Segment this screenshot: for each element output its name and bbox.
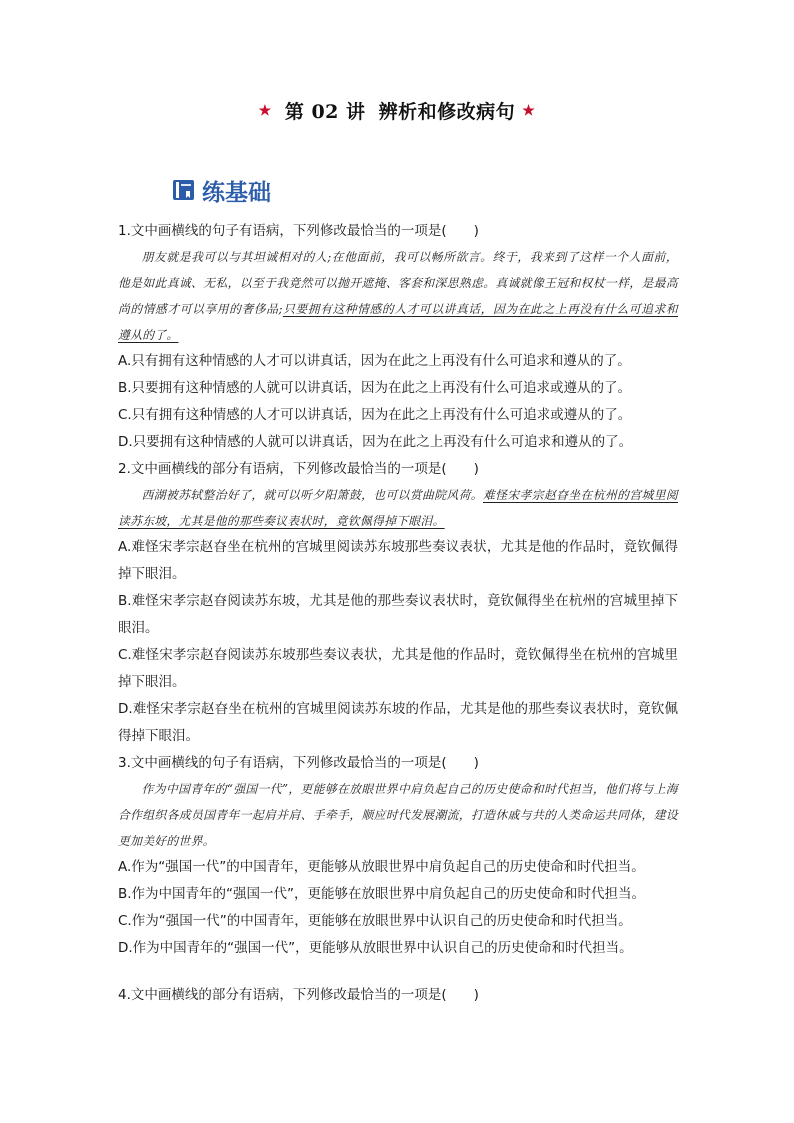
question-stem: 4.文中画横线的部分有语病，下列修改最恰当的一项是( ) — [118, 987, 479, 1003]
underlined-sentence: 只要拥有这种情感的人才可以讲真话，因为在此之上再没有什么可追求和遵从的了。 — [118, 302, 678, 342]
question-passage — [118, 776, 678, 854]
underlined-sentence: 难怪宋孝宗赵昚坐在杭州的宫城里阅读苏东坡，尤其是他的那些奏议表状时，竟钦佩得掉下眼泪。 — [118, 488, 678, 528]
passage-text: 朋友就是我可以与其坦诚相对的人;在他面前，我可以畅所欲言。终于，我来到了这样一个人面前，他是如此真诚、无私，以至于我竟然可以抛开遮掩、客套和深思熟虑。真诚就像王冠和权杖一样，是最高尚的情感才可以享用的奢侈品; — [118, 250, 678, 316]
question-passage — [118, 244, 678, 348]
option-a: A.作为“强国一代”的中国青年，更能够从放眼世界中肩负起自己的历史使命和时代担当。 — [118, 859, 645, 875]
option-c: C.作为“强国一代”的中国青年，更能够在放眼世界中认识自己的历史使命和时代担当。 — [118, 913, 632, 929]
passage-text: 西湖被苏轼整治好了，就可以听夕阳箫鼓，也可以赏曲院风荷。 — [141, 488, 483, 502]
question-stem: 2.文中画横线的部分有语病，下列修改最恰当的一项是( ) — [118, 461, 479, 477]
lesson-topic: 辨析和修改病句 — [378, 101, 516, 123]
section-label: 练基础 — [202, 179, 271, 206]
star-icon: ★ — [522, 103, 536, 119]
option-d: D.作为中国青年的“强国一代”，更能够从放眼世界中认识自己的历史使命和时代担当。 — [118, 940, 633, 956]
questions — [118, 218, 678, 1008]
option-d: D.只要拥有这种情感的人就可以讲真话，因为在此之上再没有什么可追求和遵从的了。 — [118, 434, 633, 450]
option-b: B.作为中国青年的“强国一代”，更能够在放眼世界中肩负起自己的历史使命和时代担当。 — [118, 886, 646, 902]
option-b: B.只要拥有这种情感的人就可以讲真话，因为在此之上再没有什么可追求或遵从的了。 — [118, 380, 632, 396]
option-a: A.难怪宋孝宗赵昚坐在杭州的宫城里阅读苏东坡那些奏议表状，尤其是他的作品时，竟钦佩得掉下眼泪。 — [118, 539, 678, 582]
passage-text: 作为中国青年的“强国一代”，更能够在放眼世界中肩负起自己的历史使命和时代担当，他们将与上海合作组织各成员国青年一起肩并肩、手牵手，顺应时代发展潮流，打造休戚与共的人类命运共同体，建设更加美好的世界。 — [118, 782, 678, 848]
question-stem: 1.文中画横线的句子有语病，下列修改最恰当的一项是( ) — [118, 223, 479, 239]
book-icon — [172, 179, 196, 201]
star-icon: ★ — [258, 103, 272, 119]
question-stem: 3.文中画横线的句子有语病，下列修改最恰当的一项是( ) — [118, 755, 479, 771]
option-d: D.难怪宋孝宗赵昚坐在杭州的宫城里阅读苏东坡的作品，尤其是他的那些奏议表状时，竟钦佩得掉下眼泪。 — [118, 701, 678, 744]
section-header — [172, 174, 271, 206]
option-a: A.只有拥有这种情感的人才可以讲真话，因为在此之上再没有什么可追求和遵从的了。 — [118, 353, 631, 369]
question-passage — [118, 482, 678, 534]
option-c: C.难怪宋孝宗赵昚阅读苏东坡那些奏议表状，尤其是他的作品时，竟钦佩得坐在杭州的宫城里掉下眼泪。 — [118, 647, 678, 690]
page-title — [0, 97, 794, 124]
option-c: C.只有拥有这种情感的人才可以讲真话，因为在此之上再没有什么可追求或遵从的了。 — [118, 407, 632, 423]
lesson-number: 第 02 讲 — [284, 101, 366, 123]
option-b: B.难怪宋孝宗赵昚阅读苏东坡，尤其是他的那些奏议表状时，竟钦佩得坐在杭州的宫城里掉下眼泪。 — [118, 593, 678, 636]
